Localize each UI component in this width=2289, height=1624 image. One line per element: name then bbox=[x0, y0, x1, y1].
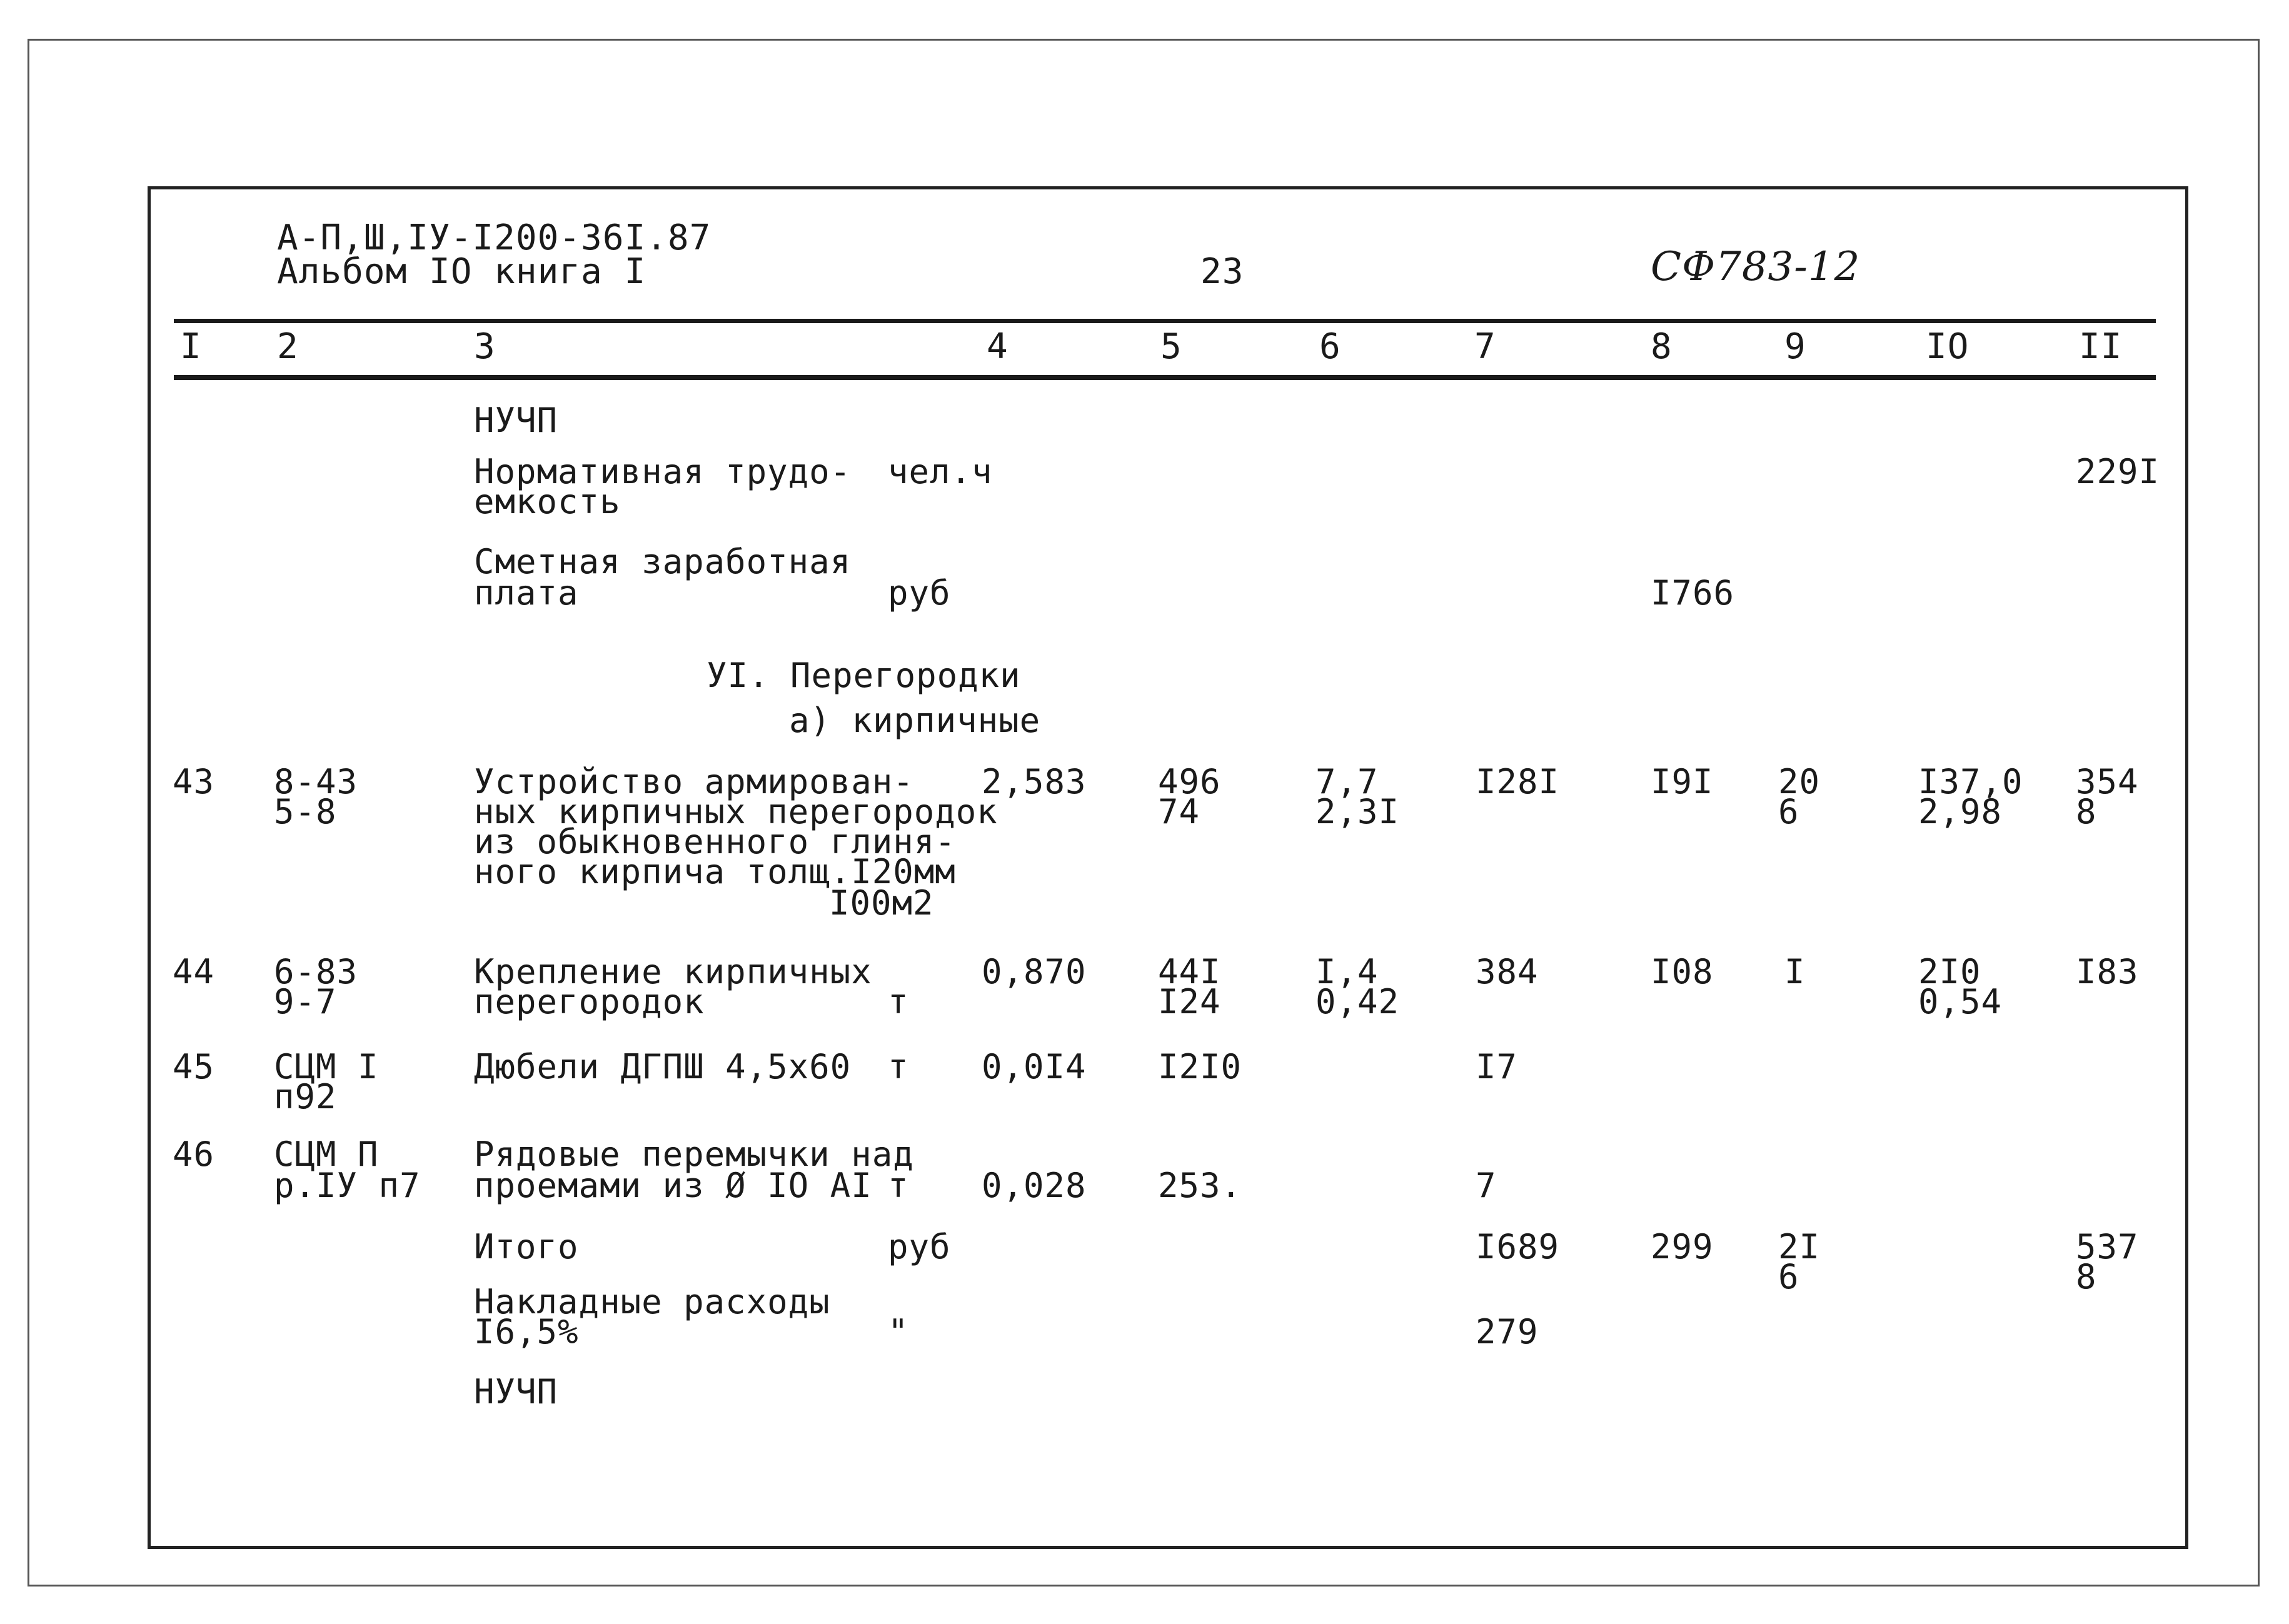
totals-col11-sub: 8 bbox=[2076, 1257, 2097, 1296]
unit: т bbox=[888, 982, 909, 1021]
overhead-unit: " bbox=[888, 1312, 909, 1351]
col10-subvalue: 0,54 bbox=[1918, 982, 2003, 1021]
quantity: 0,0I4 bbox=[982, 1047, 1087, 1086]
norm-code-sub: 9-7 bbox=[274, 982, 337, 1021]
col8-value: I08 bbox=[1651, 952, 1714, 991]
description-line1: Крепление кирпичных bbox=[474, 952, 872, 991]
section-title: УI. Перегородки bbox=[707, 656, 1021, 695]
col11-value: 354 bbox=[2076, 762, 2139, 801]
wage-label-line2: плата bbox=[474, 573, 579, 613]
col10-value: I37,0 bbox=[1918, 762, 2023, 801]
header-top-rule bbox=[174, 319, 2156, 323]
header-bottom-rule bbox=[174, 375, 2156, 380]
col6-subvalue: 0,42 bbox=[1316, 982, 1400, 1021]
column-header-6: 6 bbox=[1319, 326, 1341, 367]
nuchp-label: НУЧП bbox=[474, 401, 558, 440]
col7-value: 384 bbox=[1476, 952, 1539, 991]
overhead-label-line2: I6,5% bbox=[474, 1312, 579, 1351]
row-number: 43 bbox=[173, 762, 215, 801]
column-header-1: I bbox=[180, 326, 202, 367]
column-header-4: 4 bbox=[987, 326, 1009, 367]
unit: т bbox=[888, 1047, 909, 1086]
unit: т bbox=[888, 1166, 909, 1205]
column-header-9: 9 bbox=[1784, 326, 1806, 367]
column-header-3: 3 bbox=[474, 326, 496, 367]
col7-value: I28I bbox=[1476, 762, 1560, 801]
section-subtitle: а) кирпичные bbox=[789, 701, 1041, 740]
totals-col9: 2I bbox=[1778, 1227, 1821, 1266]
col10-value: 2I0 bbox=[1918, 952, 1981, 991]
column-header-7: 7 bbox=[1474, 326, 1496, 367]
col9-subvalue: 6 bbox=[1778, 792, 1799, 831]
col8-value: I9I bbox=[1651, 762, 1714, 801]
norm-code: СЦМ П bbox=[274, 1135, 379, 1174]
quantity: 0,028 bbox=[982, 1166, 1087, 1205]
column-header-10: IO bbox=[1926, 326, 1970, 367]
col9-value: I bbox=[1784, 952, 1806, 991]
column-header-11: II bbox=[2079, 326, 2123, 367]
footer-nuchp-label: НУЧП bbox=[474, 1372, 558, 1411]
norm-code-sub: р.IУ п7 bbox=[274, 1166, 421, 1205]
totals-unit: руб bbox=[888, 1227, 951, 1266]
wage-unit: руб bbox=[888, 573, 951, 613]
row-number: 44 bbox=[173, 952, 215, 991]
description-line1: Рядовые перемычки над bbox=[474, 1135, 914, 1174]
description-line2: ных кирпичных перегородок bbox=[474, 792, 998, 831]
description-line4: ного кирпича толщ.I20мм bbox=[474, 852, 956, 891]
norm-code: 6-83 bbox=[274, 952, 358, 991]
document-frame bbox=[148, 186, 2188, 1549]
col6-subvalue: 2,3I bbox=[1316, 792, 1400, 831]
quantity: 0,870 bbox=[982, 952, 1087, 991]
col6-value: 7,7 bbox=[1316, 762, 1379, 801]
totals-col8: 299 bbox=[1651, 1227, 1714, 1266]
totals-col11: 537 bbox=[2076, 1227, 2139, 1266]
col7-value: 7 bbox=[1476, 1166, 1497, 1205]
overhead-label-line1: Накладные расходы bbox=[474, 1282, 830, 1321]
col5-value: 253. bbox=[1158, 1166, 1242, 1205]
overhead-col7: 279 bbox=[1476, 1312, 1539, 1351]
col5-value: 44I bbox=[1158, 952, 1221, 991]
norm-code-sub: 5-8 bbox=[274, 792, 337, 831]
totals-col9-sub: 6 bbox=[1778, 1257, 1799, 1296]
description-line3: из обыкновенного глиня- bbox=[474, 822, 956, 861]
norm-code-sub: п92 bbox=[274, 1077, 337, 1116]
norm-code: 8-43 bbox=[274, 762, 358, 801]
wage-label-line1: Сметная заработная bbox=[474, 542, 852, 581]
doc-code: А-П,Ш,IУ-I200-36I.87 bbox=[277, 218, 712, 258]
album-label: Альбом IO книга I bbox=[277, 251, 646, 292]
wage-value: I766 bbox=[1651, 573, 1735, 613]
page-number: 23 bbox=[1200, 251, 1244, 292]
col5-subvalue: 74 bbox=[1158, 792, 1200, 831]
col5-value: 496 bbox=[1158, 762, 1221, 801]
description-line1: Устройство армирован- bbox=[474, 762, 914, 801]
column-header-2: 2 bbox=[277, 326, 299, 367]
col11-subvalue: 8 bbox=[2076, 792, 2097, 831]
col11-value: I83 bbox=[2076, 952, 2139, 991]
row-number: 45 bbox=[173, 1047, 215, 1086]
col5-subvalue: I24 bbox=[1158, 982, 1221, 1021]
labor-label-line2: емкость bbox=[474, 482, 621, 521]
description-line2: перегородок bbox=[474, 982, 705, 1021]
norm-code: СЦМ I bbox=[274, 1047, 379, 1086]
col9-value: 20 bbox=[1778, 762, 1821, 801]
quantity: 2,583 bbox=[982, 762, 1087, 801]
labor-label-line1: Нормативная трудо- bbox=[474, 452, 852, 491]
description-unit: I00м2 bbox=[829, 883, 934, 923]
totals-label: Итого bbox=[474, 1227, 579, 1266]
col7-value: I7 bbox=[1476, 1047, 1518, 1086]
labor-value: 229I bbox=[2076, 452, 2160, 491]
col5-value: I2I0 bbox=[1158, 1047, 1242, 1086]
col6-value: I,4 bbox=[1316, 952, 1379, 991]
col10-subvalue: 2,98 bbox=[1918, 792, 2003, 831]
description-line1: Дюбели ДГПШ 4,5х60 bbox=[474, 1047, 852, 1086]
column-header-5: 5 bbox=[1160, 326, 1182, 367]
description-line2: проемами из Ø IO AI bbox=[474, 1166, 872, 1205]
document-stamp: СФ783-12 bbox=[1651, 244, 1861, 290]
labor-unit: чел.ч bbox=[888, 452, 993, 491]
totals-col7: I689 bbox=[1476, 1227, 1560, 1266]
row-number: 46 bbox=[173, 1135, 215, 1174]
column-header-8: 8 bbox=[1651, 326, 1673, 367]
